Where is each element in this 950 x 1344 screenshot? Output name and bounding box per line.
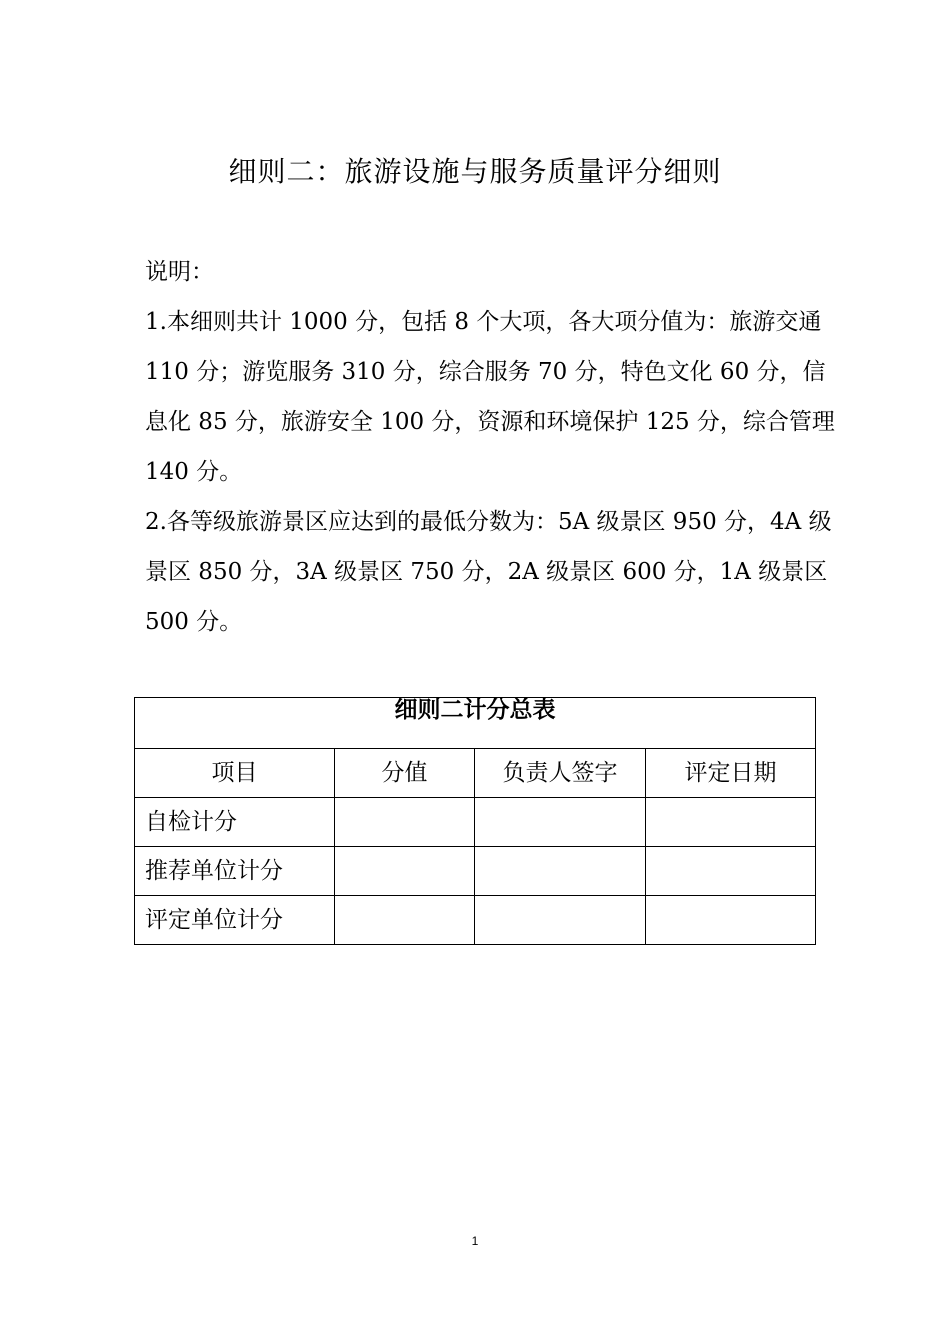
table-header-row	[135, 749, 816, 798]
row-label: 自检计分	[135, 798, 335, 847]
table-row	[135, 847, 816, 896]
instructions-section	[145, 247, 845, 647]
date-cell[interactable]	[646, 847, 816, 896]
date-cell[interactable]	[646, 798, 816, 847]
header-score: 分值	[335, 749, 475, 798]
header-date: 评定日期	[646, 749, 816, 798]
instructions-paragraph-2: 2.各等级旅游景区应达到的最低分数为：5A 级景区 950 分，4A 级景区 850 分，3A 级景区 750 分，2A 级景区 600 分，1A 级景区 500 分。	[145, 509, 832, 635]
signature-cell[interactable]	[475, 896, 646, 945]
score-summary-table	[134, 697, 816, 945]
header-item: 项目	[135, 749, 335, 798]
table-row	[135, 896, 816, 945]
row-label: 推荐单位计分	[135, 847, 335, 896]
date-cell[interactable]	[646, 896, 816, 945]
score-cell[interactable]	[335, 896, 475, 945]
table-caption: 细则二计分总表	[135, 698, 816, 749]
row-label: 评定单位计分	[135, 896, 335, 945]
header-signature: 负责人签字	[475, 749, 646, 798]
score-cell[interactable]	[335, 798, 475, 847]
signature-cell[interactable]	[475, 798, 646, 847]
instructions-paragraph-1: 1.本细则共计 1000 分，包括 8 个大项，各大项分值为：旅游交通 110 分；游览服务 310 分，综合服务 70 分，特色文化 60 分，信息化 85 分，旅游安全 100 分，资源和环境保护 125 分，综合管理 140 分。	[145, 309, 835, 485]
signature-cell[interactable]	[475, 847, 646, 896]
document-title: 细则二：旅游设施与服务质量评分细则	[228, 155, 722, 188]
table-row	[135, 798, 816, 847]
score-cell[interactable]	[335, 847, 475, 896]
page-number: 1	[471, 1234, 479, 1248]
instructions-heading: 说明：	[145, 259, 214, 285]
